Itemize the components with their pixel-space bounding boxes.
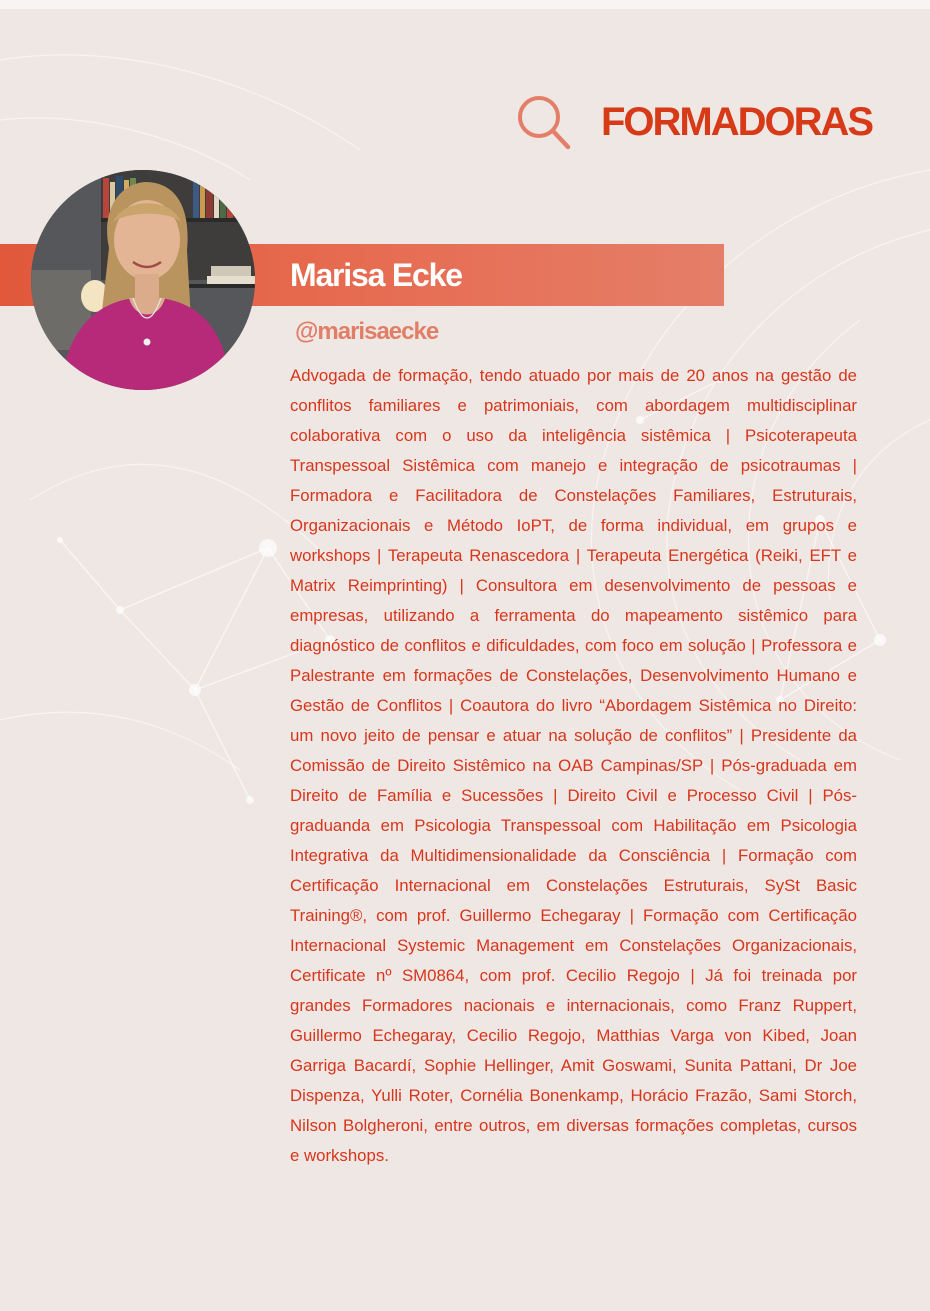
person-name: Marisa Ecke — [290, 257, 462, 293]
social-handle: @marisaecke — [295, 318, 439, 345]
bio-text: Advogada de formação, tendo atuado por mais de 20 anos na gestão de conflitos familiares e patrimoniais, com abordagem multidisciplinar colaborativa com o uso da inteligência sistêmica | Psicoterapeuta Transpessoal Sistêmica com manejo e integração de psicotraumas | Formadora e Facilitadora de Constelações Familiares, Estruturais, Organizacionais e Método IoPT, de forma individual, em grupos e workshops | Terapeuta Renascedora | Terapeuta Energética (Reiki, EFT e Matrix Reimprinting) | Consultora em desenvolvimento de pessoas e empresas, utilizando a ferramenta do mapeamento sistêmico para diagnóstico de conflitos e dificuldades, com foco em solução | Professora e Palestrante em formações de Constelações, Desenvolvimento Humano e Gestão de Conflitos | Coautora do livro “Abordagem Sistêmica no Direito: um novo jeito de pensar e atuar na solução de conflitos” | Presidente da Comissão de Direito Sistêmico na OAB Campinas/SP | Pós-graduada em Direito de Família e Sucessões | Direito Civil e Processo Civil | Pós-graduanda em Psicologia Transpessoal com Habilitação em Psicologia Integrativa da Multidimensionalidade da Consciência | Formação com Certificação Internacional em Constelações Estruturais, SySt Basic Training®, com prof. Guillermo Echegaray | Formação com Certificação Internacional Systemic Management em Constelações Organizacionais, Certificate nº SM0864, com prof. Cecilio Regojo | Já foi treinada por grandes Formadores nacionais e internacionais, como Franz Ruppert, Guillermo Echegaray, Cecilio Regojo, Matthias Varga von Kibed, Joan Garriga Bacardí, Sophie Hellinger, Amit Goswami, Sunita Pattani, Dr Joe Dispenza, Yulli Roter, Cornélia Bonenkamp, Horácio Frazão, Sami Storch, Nilson Bolgheroni, entre outros, em diversas formações completas, cursos e workshops. — [290, 366, 857, 1165]
section-title: FORMADORAS — [601, 100, 873, 144]
search-icon — [515, 93, 573, 151]
avatar — [31, 170, 255, 390]
section-header — [515, 92, 872, 152]
